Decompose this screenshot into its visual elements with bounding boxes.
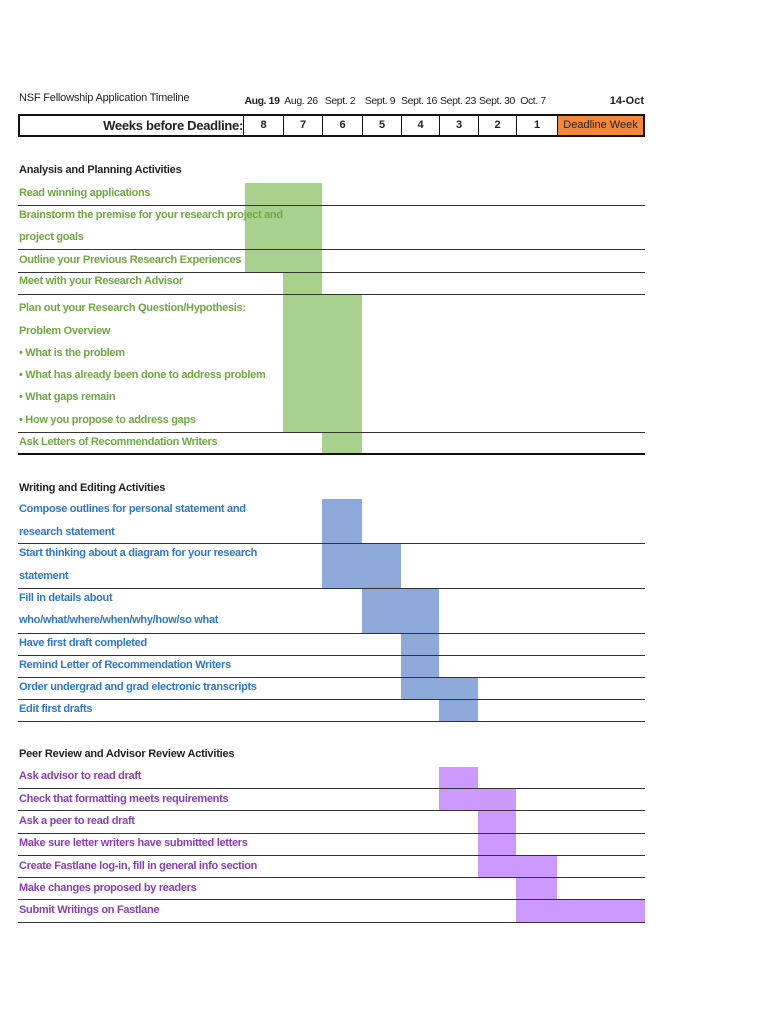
date-7: Sept. 30 — [479, 95, 515, 107]
row-divider — [18, 543, 645, 544]
deadline-week-cell: Deadline Week — [557, 114, 645, 137]
gantt-bar-review-5 — [478, 856, 557, 878]
task-label: Ask advisor to read draft — [19, 770, 142, 782]
task-label: who/what/where/when/why/how/so what — [19, 614, 219, 626]
task-label: • What is the problem — [19, 347, 125, 359]
date-5: Sept. 16 — [401, 95, 437, 107]
week-cell-4: 4 — [401, 114, 439, 137]
row-divider — [18, 899, 645, 900]
task-label: Meet with your Research Advisor — [19, 275, 183, 287]
row-divider — [18, 633, 645, 634]
date-6: Sept. 23 — [440, 95, 476, 107]
gantt-bar-analysis-2 — [283, 272, 322, 294]
row-divider — [18, 788, 645, 789]
weeks-label: Weeks before Deadline: — [103, 118, 243, 133]
week-cell-7: 7 — [283, 114, 322, 137]
task-label: Have first draft completed — [19, 637, 147, 649]
week-cell-5: 5 — [362, 114, 401, 137]
task-label: Remind Letter of Recommendation Writers — [19, 659, 231, 671]
gantt-bar-review-7 — [516, 900, 645, 922]
week-cell-2: 2 — [478, 114, 516, 137]
section-title-review: Peer Review and Advisor Review Activities — [19, 748, 235, 760]
task-label: statement — [19, 570, 69, 582]
task-label: Make changes proposed by readers — [19, 882, 197, 894]
task-label: Outline your Previous Research Experiences — [19, 254, 242, 266]
task-label: Read winning applications — [19, 187, 151, 199]
gantt-bar-review-2 — [439, 789, 516, 811]
task-label: Compose outlines for personal statement and — [19, 503, 246, 515]
row-divider — [18, 588, 645, 589]
deadline-date: 14-Oct — [609, 95, 644, 107]
section-divider — [18, 453, 645, 455]
row-divider — [18, 249, 645, 250]
gantt-bar-writing-7 — [439, 700, 478, 721]
week-cell-3: 3 — [439, 114, 478, 137]
task-label: Check that formatting meets requirements — [19, 793, 229, 805]
date-2: Aug. 26 — [284, 95, 318, 107]
week-cell-8: 8 — [243, 114, 283, 137]
date-1: Aug. 19 — [244, 95, 280, 107]
row-divider — [18, 855, 645, 856]
gantt-bar-writing-6 — [401, 678, 478, 699]
gantt-bar-analysis-4 — [322, 433, 362, 454]
task-label: Submit Writings on Fastlane — [19, 904, 160, 916]
task-label: Start thinking about a diagram for your research — [19, 547, 258, 559]
week-cell-6: 6 — [322, 114, 362, 137]
row-divider — [18, 810, 645, 811]
row-divider — [18, 294, 645, 295]
task-label: • How you propose to address gaps — [19, 414, 196, 426]
task-label: Ask a peer to read draft — [19, 815, 135, 827]
date-8: Oct. 7 — [520, 95, 546, 107]
gantt-bar-review-6 — [516, 878, 557, 900]
task-label: Create Fastlane log-in, fill in general info section — [19, 860, 258, 872]
task-label: Problem Overview — [19, 325, 111, 337]
task-label: Fill in details about — [19, 592, 113, 604]
week-cell-1: 1 — [516, 114, 557, 137]
gantt-bar-writing-3 — [362, 589, 439, 633]
row-divider — [18, 721, 645, 722]
task-label: Ask Letters of Recommendation Writers — [19, 436, 218, 448]
task-label: Plan out your Research Question/Hypothesis: — [19, 302, 246, 314]
gantt-bar-writing-1 — [322, 499, 362, 543]
section-title-writing: Writing and Editing Activities — [19, 482, 166, 494]
date-4: Sept. 9 — [364, 95, 396, 107]
task-label: Make sure letter writers have submitted letters — [19, 837, 248, 849]
gantt-bar-review-4 — [478, 834, 516, 856]
row-divider — [18, 922, 645, 923]
gantt-bar-writing-4 — [401, 634, 439, 655]
gantt-bar-writing-5 — [401, 656, 439, 677]
row-divider — [18, 877, 645, 878]
row-divider — [18, 432, 645, 433]
row-divider — [18, 699, 645, 700]
page-title: NSF Fellowship Application Timeline — [19, 92, 190, 104]
row-divider — [18, 833, 645, 834]
task-label: Brainstorm the premise for your research project and — [19, 209, 283, 221]
gantt-bar-analysis-3 — [283, 295, 362, 433]
row-divider — [18, 205, 645, 206]
row-divider — [18, 655, 645, 656]
date-3: Sept. 2 — [324, 95, 356, 107]
task-label: research statement — [19, 526, 115, 538]
gantt-bar-analysis-1 — [245, 183, 322, 272]
section-title-analysis: Analysis and Planning Activities — [19, 164, 182, 176]
gantt-bar-review-1 — [439, 767, 478, 788]
task-label: project goals — [19, 231, 84, 243]
task-label: Order undergrad and grad electronic transcripts — [19, 681, 257, 693]
task-label: Edit first drafts — [19, 703, 93, 715]
task-label: • What gaps remain — [19, 391, 116, 403]
gantt-bar-writing-2 — [322, 544, 401, 588]
task-label: • What has already been done to address problem — [19, 369, 266, 381]
gantt-bar-review-3 — [478, 811, 516, 833]
row-divider — [18, 677, 645, 678]
row-divider — [18, 272, 645, 273]
